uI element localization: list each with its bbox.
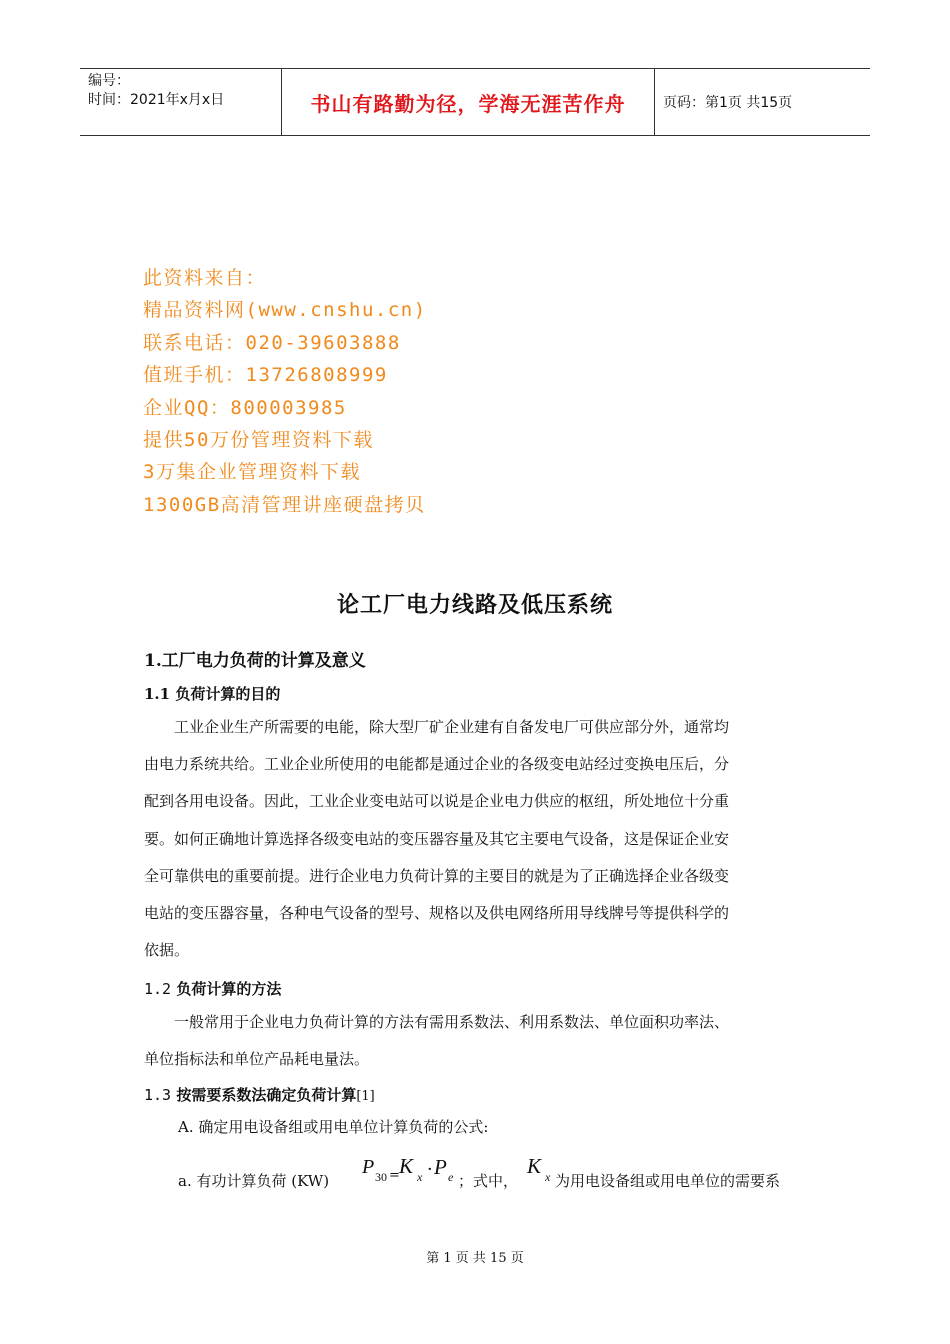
document-title: 论工厂电力线路及低压系统 (336, 592, 613, 618)
subsection-number: 1.3 (144, 1086, 172, 1104)
formula-symbol-p: P (362, 1156, 375, 1178)
paragraph-line: 一般常用于企业电力负荷计算的方法有需用系数法、利用系数法、单位面积功率法、 (144, 1013, 730, 1031)
header-motto: 书山有路勤为径，学海无涯苦作舟 (282, 69, 655, 135)
paragraph-formula-intro (178, 1109, 808, 1146)
formula-symbol-k2: K (527, 1154, 542, 1178)
promo-line: 值班手机：13726808999 (143, 364, 388, 387)
paragraph-line: A. 确定用电设备组或用电单位计算负荷的公式: (178, 1118, 489, 1136)
formula-active-load (178, 1154, 808, 1198)
formula-sub-x: x (417, 1170, 423, 1184)
promo-line: 企业QQ：800003985 (143, 396, 347, 419)
paragraph-line: 依据。 (144, 941, 190, 960)
subsection-heading-1-2 (144, 978, 281, 999)
subsection-heading-1-1: 1.1 负荷计算的目的 (144, 685, 281, 703)
section-heading-1: 1.工厂电力负荷的计算及意义 (144, 651, 366, 671)
subsection-text: 按需要系数法确定负荷计算 (176, 1086, 357, 1104)
promo-line: 精品资料网(www.cnshu.cn) (143, 299, 427, 322)
promo-line: 联系电话：020-39603888 (143, 331, 401, 354)
paragraph-line: 单位指标法和单位产品耗电量法。 (144, 1050, 370, 1069)
promo-line: 此资料来自： (143, 267, 267, 289)
paragraph-line: 由电力系统共给。工业企业所使用的电能都是通过企业的各级变电站经过变换电压后，分 (144, 755, 730, 774)
formula-equals: = (389, 1168, 400, 1183)
paragraph-line: 全可靠供电的重要前提。进行企业电力负荷计算的主要目的就是为了正确选择企业各级变 (144, 866, 730, 885)
paragraph-line: 工业企业生产所需要的电能，除大型厂矿企业建有自备发电厂可供应部分外，通常均 (144, 718, 730, 736)
formula-after-text: ；式中， (458, 1172, 519, 1190)
promo-line: 1300GB高清管理讲座硬盘拷贝 (143, 493, 426, 516)
paragraph-line: 电站的变压器容量，各种电气设备的型号、规格以及供电网络所用导线牌号等提供科学的 (144, 904, 730, 923)
header-meta-cell (80, 69, 282, 135)
formula-sub-x2: x (545, 1170, 551, 1184)
paragraph-purpose (144, 709, 808, 969)
formula-sub-30: 30 (375, 1170, 387, 1184)
document-header-table (80, 68, 870, 136)
header-page-info: 页码：第1页 共15页 (663, 95, 793, 111)
subsection-text: 负荷计算的方法 (176, 980, 282, 998)
page-footer: 第 1 页 共 15 页 (426, 1251, 524, 1266)
date-label: 时间：2021年x月x日 (88, 92, 225, 108)
formula-symbol-k: K (399, 1154, 414, 1178)
formula-symbol-pe: P (434, 1155, 447, 1179)
subsection-number: 1.2 (144, 980, 172, 998)
promo-block (143, 262, 427, 521)
paragraph-line: 配到各用电设备。因此，工业企业变电站可以说是企业电力供应的枢纽，所处地位十分重 (144, 792, 730, 811)
paragraph-methods (144, 1004, 808, 1078)
paragraph-line: 要。如何正确地计算选择各级变电站的变压器容量及其它主要电气设备，这是保证企业安 (144, 829, 730, 848)
formula-tail-text: 为用电设备组或用电单位的需要系 (555, 1172, 781, 1190)
formula-sub-e: e (448, 1170, 454, 1184)
formula-lead-text: a. 有功计算负荷 (KW) (178, 1172, 330, 1190)
formula-dot: · (427, 1159, 433, 1180)
citation-ref: [1] (356, 1089, 375, 1104)
subsection-heading-1-3 (144, 1084, 375, 1105)
promo-line: 提供50万份管理资料下载 (143, 429, 374, 452)
promo-line: 3万集企业管理资料下载 (143, 461, 361, 484)
serial-label: 编号： (88, 73, 130, 89)
